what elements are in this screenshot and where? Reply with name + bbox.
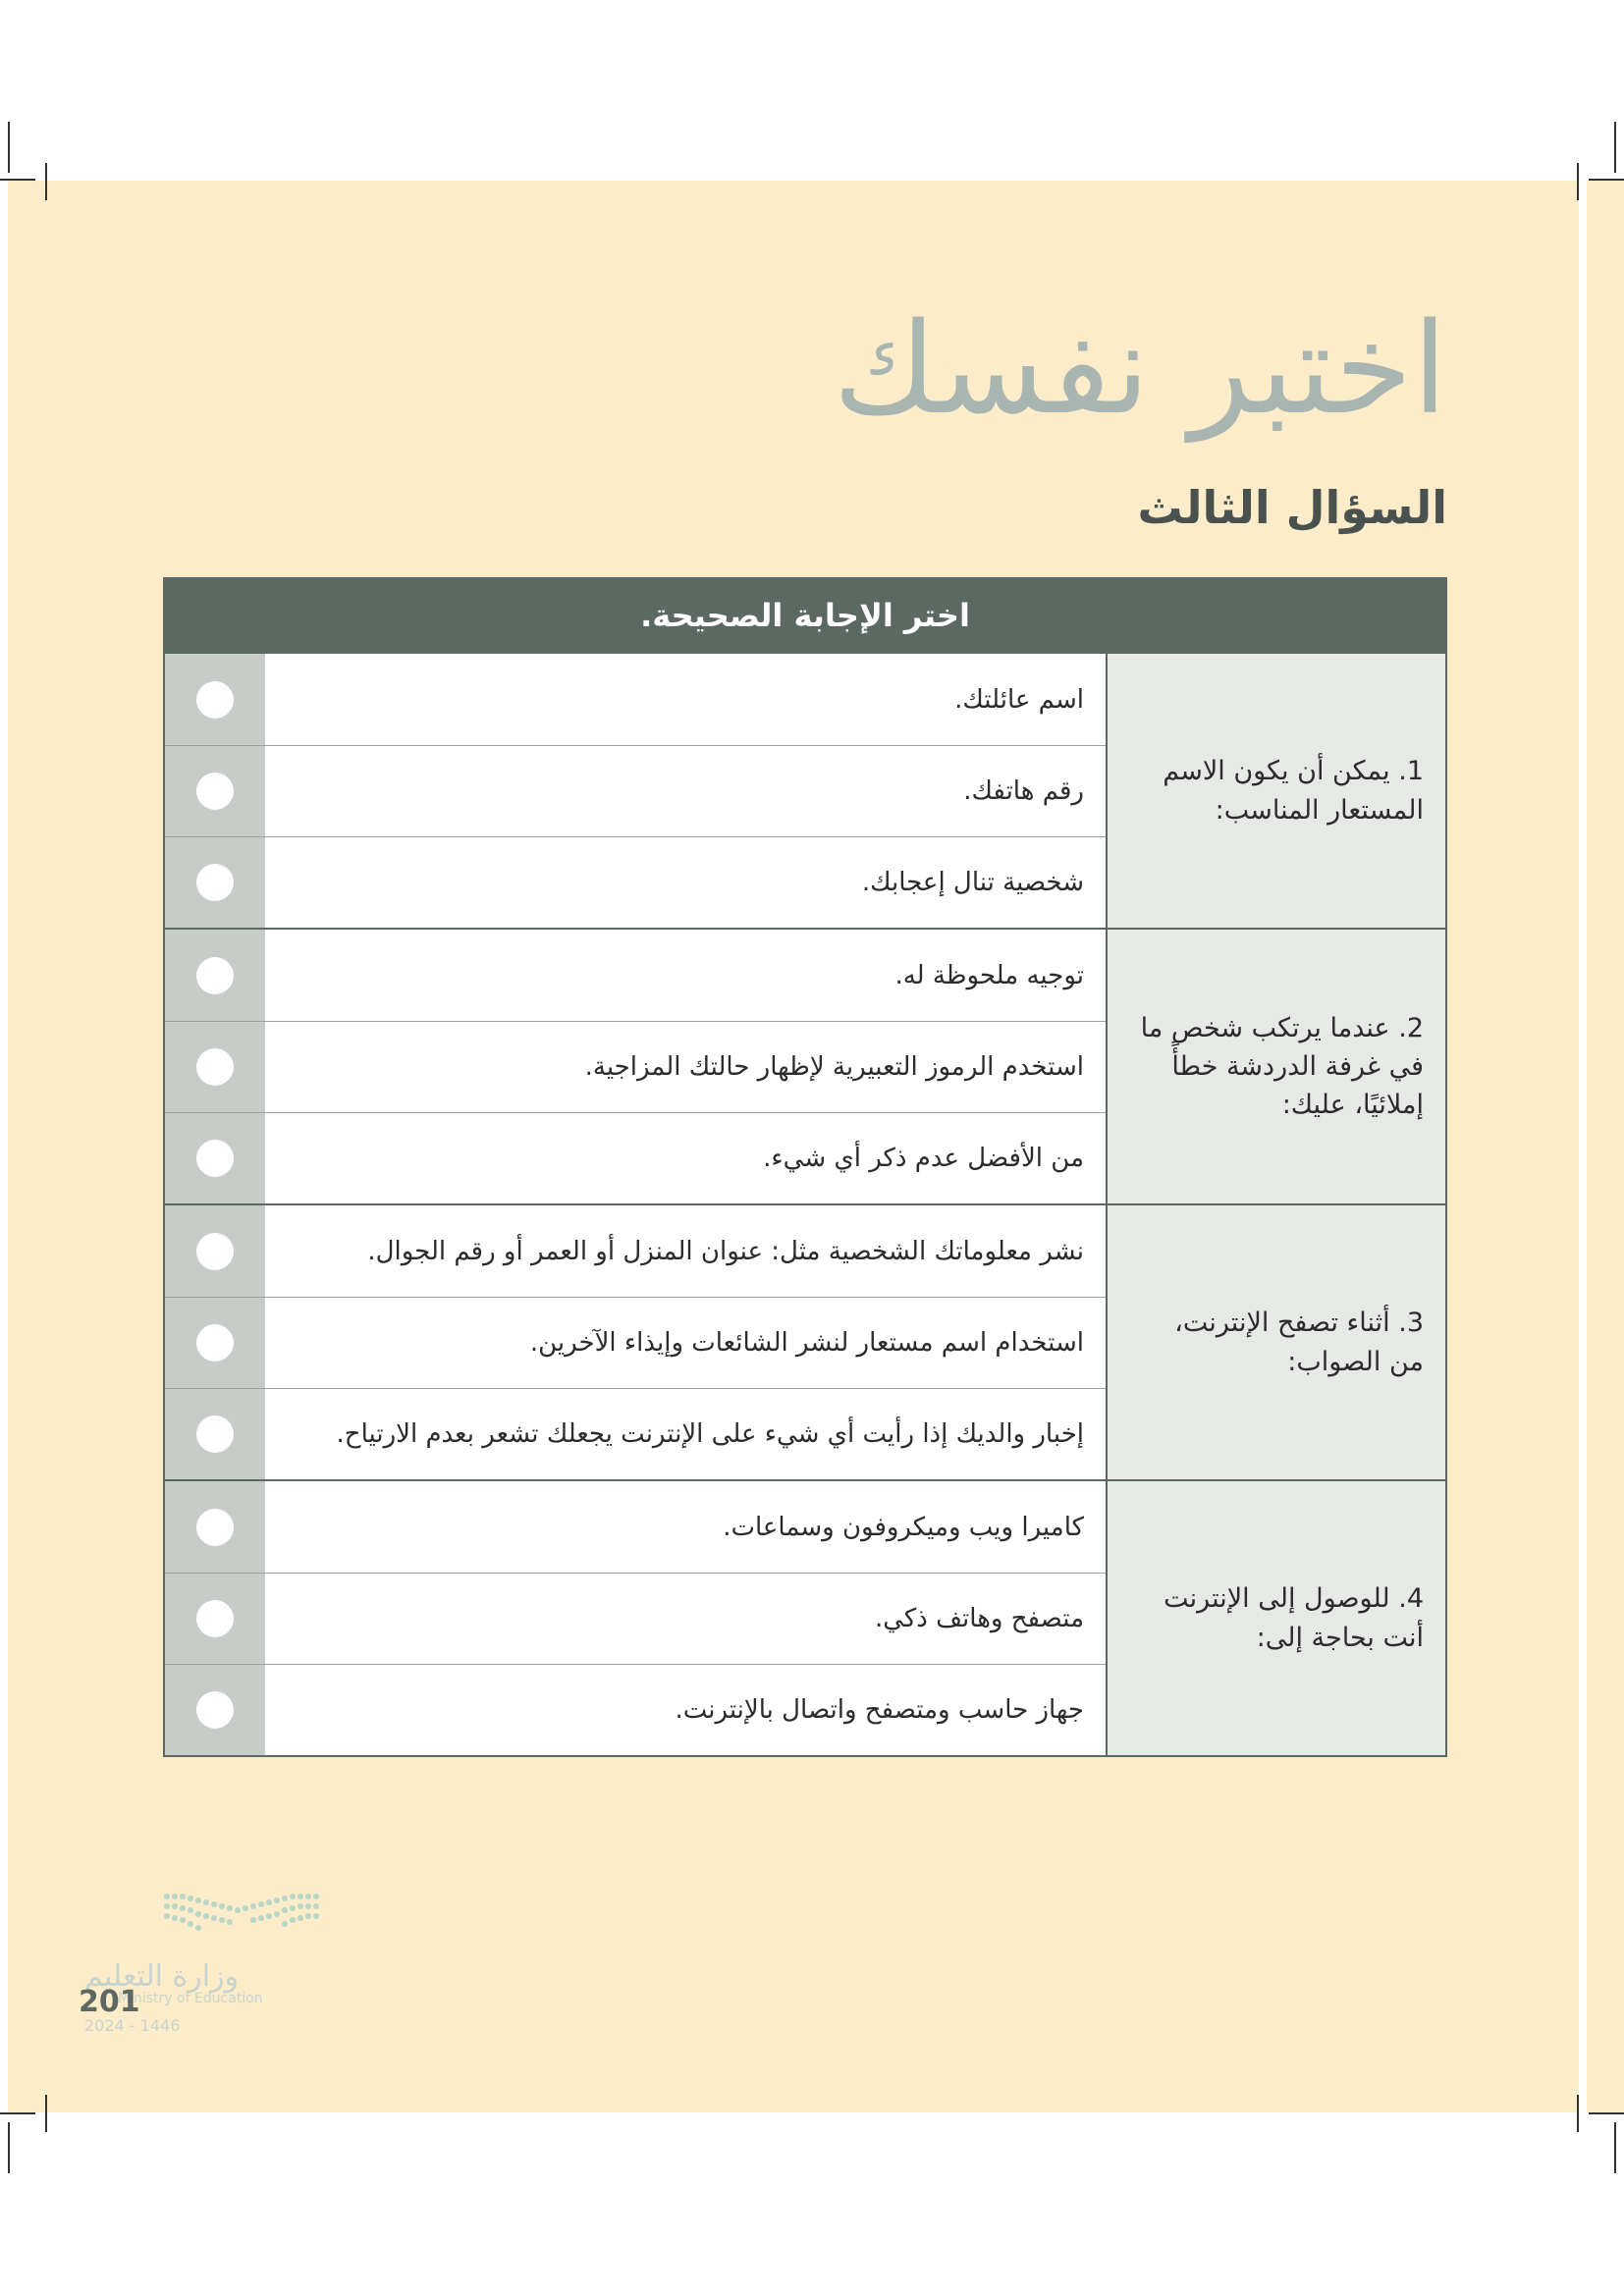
- answer-option-label: استخدام اسم مستعار لنشر الشائعات وإيذاء الآخرين.: [529, 1328, 1084, 1358]
- radio-cell: [165, 654, 265, 745]
- radio-button-icon[interactable]: [196, 1600, 234, 1637]
- crop-mark: [45, 163, 47, 200]
- crop-mark: [1577, 2095, 1579, 2132]
- radio-cell: [165, 1481, 265, 1573]
- answer-option[interactable]: [165, 1388, 1106, 1479]
- question-text: 1. يمكن أن يكون الاسم المستعار المناسب:: [1106, 654, 1445, 928]
- answer-option[interactable]: [165, 1205, 1106, 1297]
- radio-button-icon[interactable]: [196, 1233, 234, 1270]
- question-text: 4. للوصول إلى الإنترنت أنت بحاجة إلى:: [1106, 1481, 1445, 1755]
- answer-option[interactable]: [165, 1573, 1106, 1664]
- answer-option[interactable]: [165, 1664, 1106, 1755]
- radio-button-icon[interactable]: [196, 1048, 234, 1086]
- radio-button-icon[interactable]: [196, 957, 234, 994]
- ministry-logo-icon: [161, 1889, 324, 1948]
- quiz-table: [163, 577, 1447, 1757]
- crop-mark: [8, 122, 10, 173]
- radio-cell: [165, 1574, 265, 1664]
- crop-mark: [0, 2112, 35, 2114]
- crop-mark: [1614, 2122, 1616, 2173]
- year-label: 2024 - 1446: [84, 2016, 181, 2035]
- answer-options: [165, 930, 1106, 1203]
- crop-mark: [1577, 163, 1579, 200]
- question-group: [165, 652, 1445, 928]
- radio-button-icon[interactable]: [196, 1509, 234, 1546]
- answer-options: [165, 1481, 1106, 1755]
- answer-option[interactable]: [165, 930, 1106, 1021]
- crop-mark: [1614, 122, 1616, 173]
- radio-button-icon[interactable]: [196, 864, 234, 901]
- answer-option-label: من الأفضل عدم ذكر أي شيء.: [763, 1144, 1084, 1173]
- radio-cell: [165, 1665, 265, 1755]
- radio-cell: [165, 930, 265, 1021]
- answer-option[interactable]: [165, 1112, 1106, 1203]
- question-group: [165, 1203, 1445, 1479]
- crop-mark: [45, 2095, 47, 2132]
- answer-option[interactable]: [165, 1297, 1106, 1388]
- radio-cell: [165, 1389, 265, 1479]
- answer-option[interactable]: [165, 745, 1106, 836]
- crop-mark: [8, 2122, 10, 2173]
- radio-cell: [165, 1113, 265, 1203]
- answer-option[interactable]: [165, 1021, 1106, 1112]
- radio-button-icon[interactable]: [196, 773, 234, 810]
- answer-option-label: توجيه ملحوظة له.: [894, 960, 1084, 990]
- radio-button-icon[interactable]: [196, 1691, 234, 1729]
- question-group: [165, 1479, 1445, 1755]
- radio-button-icon[interactable]: [196, 1415, 234, 1453]
- answer-option-label: استخدم الرموز التعبيرية لإظهار حالتك المزاجية.: [584, 1052, 1084, 1082]
- radio-cell: [165, 1298, 265, 1388]
- page-number: 201: [79, 1985, 140, 2019]
- question-text: 2. عندما يرتكب شخص ما في غرفة الدردشة خطأً إملائيًا، عليك:: [1106, 930, 1445, 1203]
- answer-options: [165, 654, 1106, 928]
- answer-option-label: رقم هاتفك.: [963, 776, 1084, 806]
- answer-option-label: جهاز حاسب ومتصفح واتصال بالإنترنت.: [675, 1695, 1084, 1725]
- question-text: 3. أثناء تصفح الإنترنت، من الصواب:: [1106, 1205, 1445, 1479]
- page-edge-strip: [1587, 181, 1624, 2112]
- quiz-instruction: اختر الإجابة الصحيحة.: [165, 579, 1445, 652]
- answer-option-label: نشر معلوماتك الشخصية مثل: عنوان المنزل أو العمر أو رقم الجوال.: [367, 1236, 1084, 1266]
- answer-option[interactable]: [165, 654, 1106, 745]
- radio-button-icon[interactable]: [196, 1324, 234, 1362]
- radio-cell: [165, 746, 265, 836]
- answer-option-label: اسم عائلتك.: [954, 684, 1084, 715]
- radio-cell: [165, 1022, 265, 1112]
- answer-option-label: متصفح وهاتف ذكي.: [874, 1604, 1084, 1633]
- radio-button-icon[interactable]: [196, 1140, 234, 1177]
- ministry-name-ar: وزارة التعليم: [84, 1959, 240, 1994]
- answer-options: [165, 1205, 1106, 1479]
- answer-option[interactable]: [165, 1481, 1106, 1573]
- section-title: السؤال الثالث: [1137, 481, 1447, 534]
- page-title: اختبر نفسك: [833, 296, 1447, 443]
- crop-mark: [1589, 2112, 1624, 2114]
- answer-option-label: شخصية تنال إعجابك.: [861, 868, 1084, 897]
- radio-cell: [165, 1205, 265, 1297]
- ministry-name-en: Ministry of Education: [118, 1991, 263, 2006]
- answer-option[interactable]: [165, 836, 1106, 928]
- crop-mark: [1589, 179, 1624, 181]
- crop-mark: [0, 179, 35, 181]
- radio-cell: [165, 837, 265, 928]
- answer-option-label: كاميرا ويب وميكروفون وسماعات.: [723, 1512, 1084, 1542]
- question-group: [165, 928, 1445, 1203]
- answer-option-label: إخبار والديك إذا رأيت أي شيء على الإنترنت يجعلك تشعر بعدم الارتياح.: [336, 1419, 1084, 1449]
- radio-button-icon[interactable]: [196, 681, 234, 719]
